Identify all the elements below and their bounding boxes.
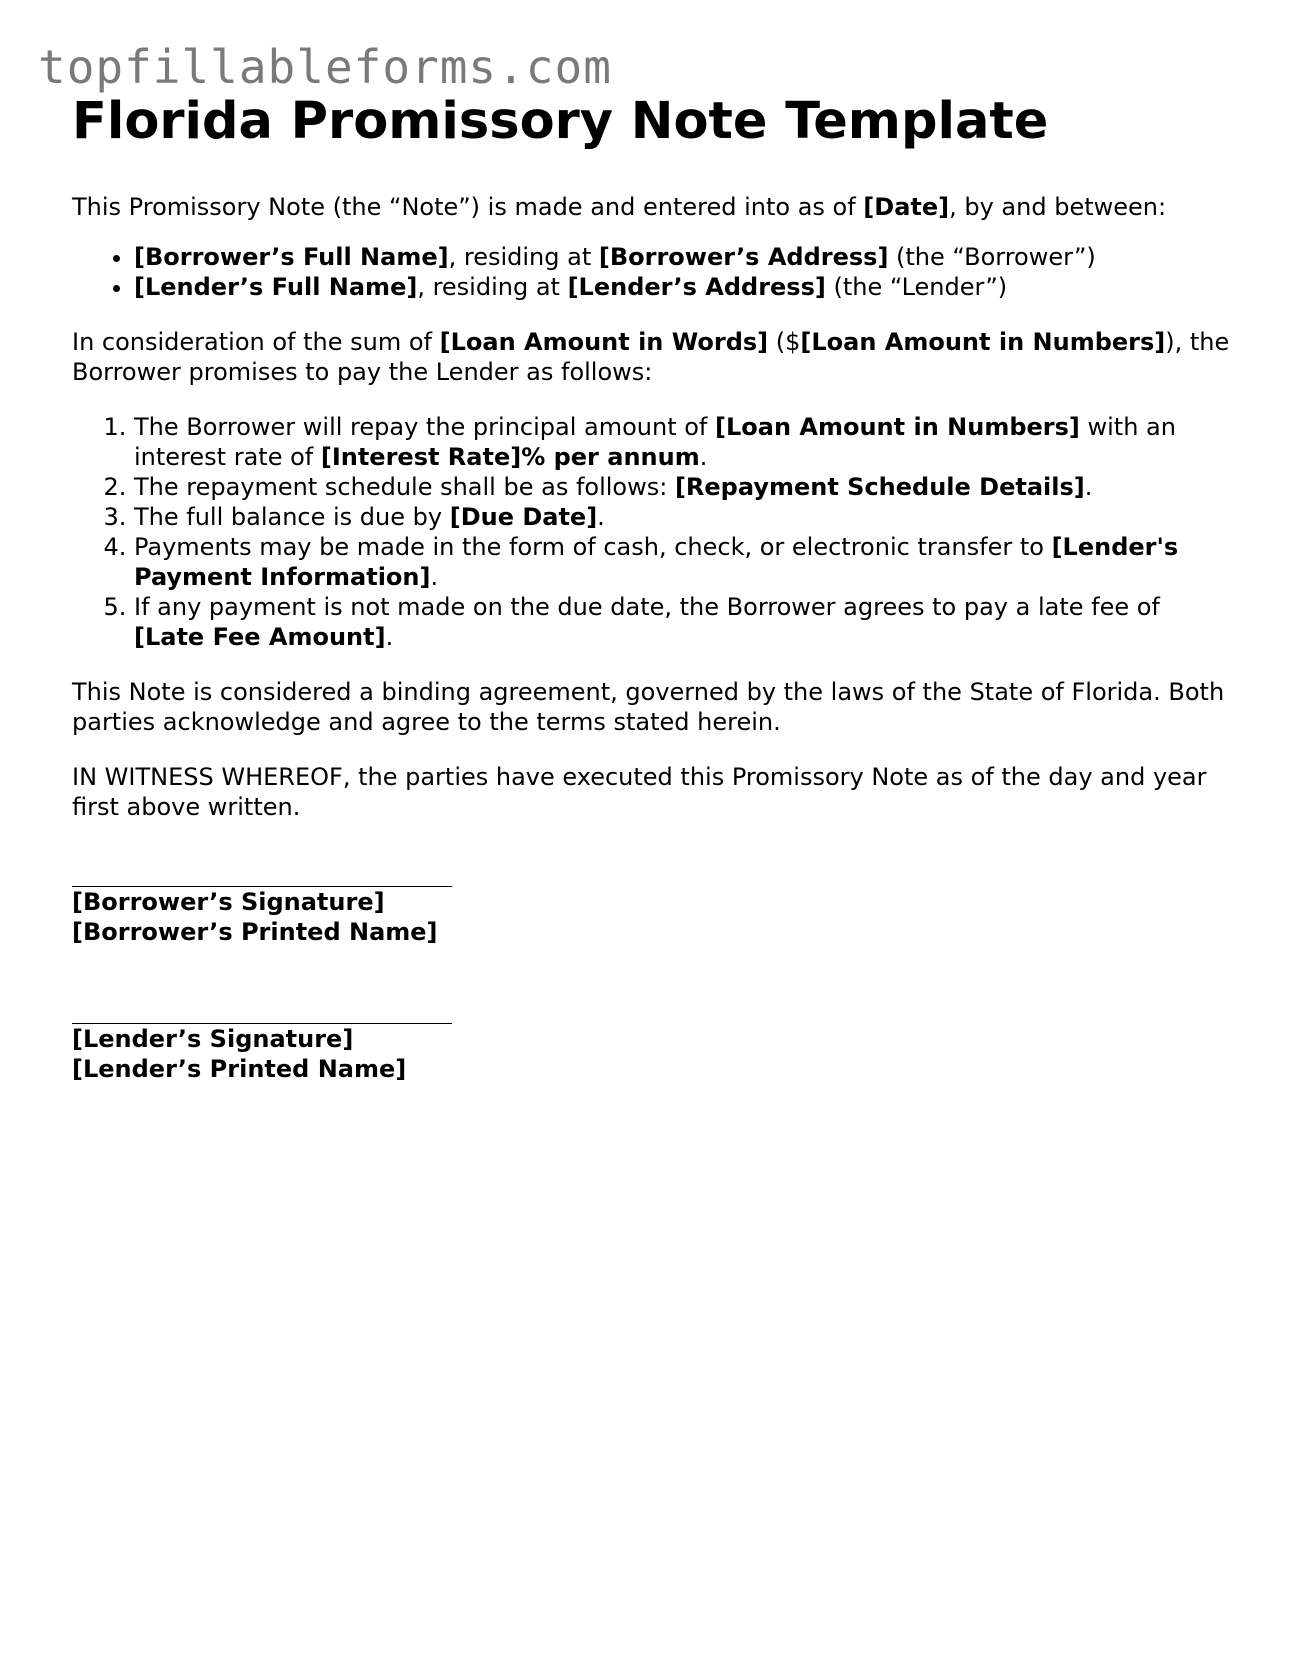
intro-paragraph xyxy=(72,192,1232,222)
payment-information-placeholder: [Lender's Payment Information] xyxy=(134,533,1179,591)
term-item xyxy=(134,472,1232,502)
lender-address-placeholder: [Lender’s Address] xyxy=(567,273,826,301)
residing-text: , residing at xyxy=(448,243,599,271)
term-text: Payments may be made in the form of cash, check, or electronic transfer to xyxy=(134,533,1052,561)
due-date-placeholder: [Due Date] xyxy=(449,503,598,531)
binding-paragraph: This Note is considered a binding agreement, governed by the laws of the State of Florida. Both parties acknowledge and agree to the terms stated herein. xyxy=(72,678,1225,736)
consideration-text: In consideration of the sum of xyxy=(72,328,440,356)
intro-text-end: , by and between: xyxy=(949,193,1167,221)
term-text: The full balance is due by xyxy=(134,503,450,531)
lender-signature-label: [Lender’s Signature] xyxy=(72,1025,354,1053)
consideration-paragraph xyxy=(72,327,1232,387)
borrower-signature-line[interactable] xyxy=(72,864,452,887)
interest-rate-placeholder: [Interest Rate]% per annum xyxy=(320,443,700,471)
lender-signature-line[interactable] xyxy=(72,1001,452,1024)
borrower-role: (the “Borrower”) xyxy=(888,243,1096,271)
borrower-address-placeholder: [Borrower’s Address] xyxy=(598,243,889,271)
borrower-printed-name-label: [Borrower’s Printed Name] xyxy=(72,918,438,946)
term-item xyxy=(134,592,1232,652)
term-text: . xyxy=(1084,473,1093,501)
term-item xyxy=(134,502,1232,532)
consideration-text-end: ), the Borrower promises to pay the Lender as follows: xyxy=(72,328,1230,386)
lender-name-placeholder: [Lender’s Full Name] xyxy=(134,273,418,301)
borrower-signature-label: [Borrower’s Signature] xyxy=(72,888,385,916)
intro-text: This Promissory Note (the “Note”) is made and entered into as of xyxy=(72,193,864,221)
term-text: If any payment is not made on the due date, the Borrower agrees to pay a late fee of xyxy=(134,593,1160,621)
term-item xyxy=(134,412,1232,472)
term-text: with an interest rate of xyxy=(134,413,1176,471)
term-text: . xyxy=(597,503,605,531)
party-borrower xyxy=(134,242,1232,272)
repayment-schedule-placeholder: [Repayment Schedule Details] xyxy=(674,473,1085,501)
borrower-name-placeholder: [Borrower’s Full Name] xyxy=(134,243,449,271)
document-page xyxy=(72,86,1232,1084)
residing-text: , residing at xyxy=(417,273,568,301)
term-text: . xyxy=(430,563,439,591)
lender-role: (the “Lender”) xyxy=(825,273,1008,301)
term-text: . xyxy=(385,623,394,651)
witness-paragraph: IN WITNESS WHEREOF, the parties have executed this Promissory Note as of the day and year first above written. xyxy=(72,763,1207,821)
loan-amount-placeholder: [Loan Amount in Numbers] xyxy=(715,413,1080,441)
late-fee-placeholder: [Late Fee Amount] xyxy=(134,623,386,651)
page-title: Florida Promissory Note Template xyxy=(72,92,1049,151)
term-text: The Borrower will repay the principal amount of xyxy=(134,413,716,441)
term-item xyxy=(134,532,1232,592)
term-text: The repayment schedule shall be as follows: xyxy=(134,473,675,501)
consideration-text-middle: ($ xyxy=(768,328,801,356)
lender-signature-block xyxy=(72,1001,1232,1084)
loan-amount-words-placeholder: [Loan Amount in Words] xyxy=(439,328,769,356)
parties-list xyxy=(72,242,1232,302)
term-text: . xyxy=(699,443,708,471)
borrower-signature-block xyxy=(72,864,1232,947)
terms-list xyxy=(72,412,1232,652)
loan-amount-numbers-placeholder: [Loan Amount in Numbers] xyxy=(800,328,1166,356)
watermark: topfillableforms.com xyxy=(38,40,612,94)
party-lender xyxy=(134,272,1232,302)
lender-printed-name-label: [Lender’s Printed Name] xyxy=(72,1055,407,1083)
date-placeholder: [Date] xyxy=(863,193,950,221)
